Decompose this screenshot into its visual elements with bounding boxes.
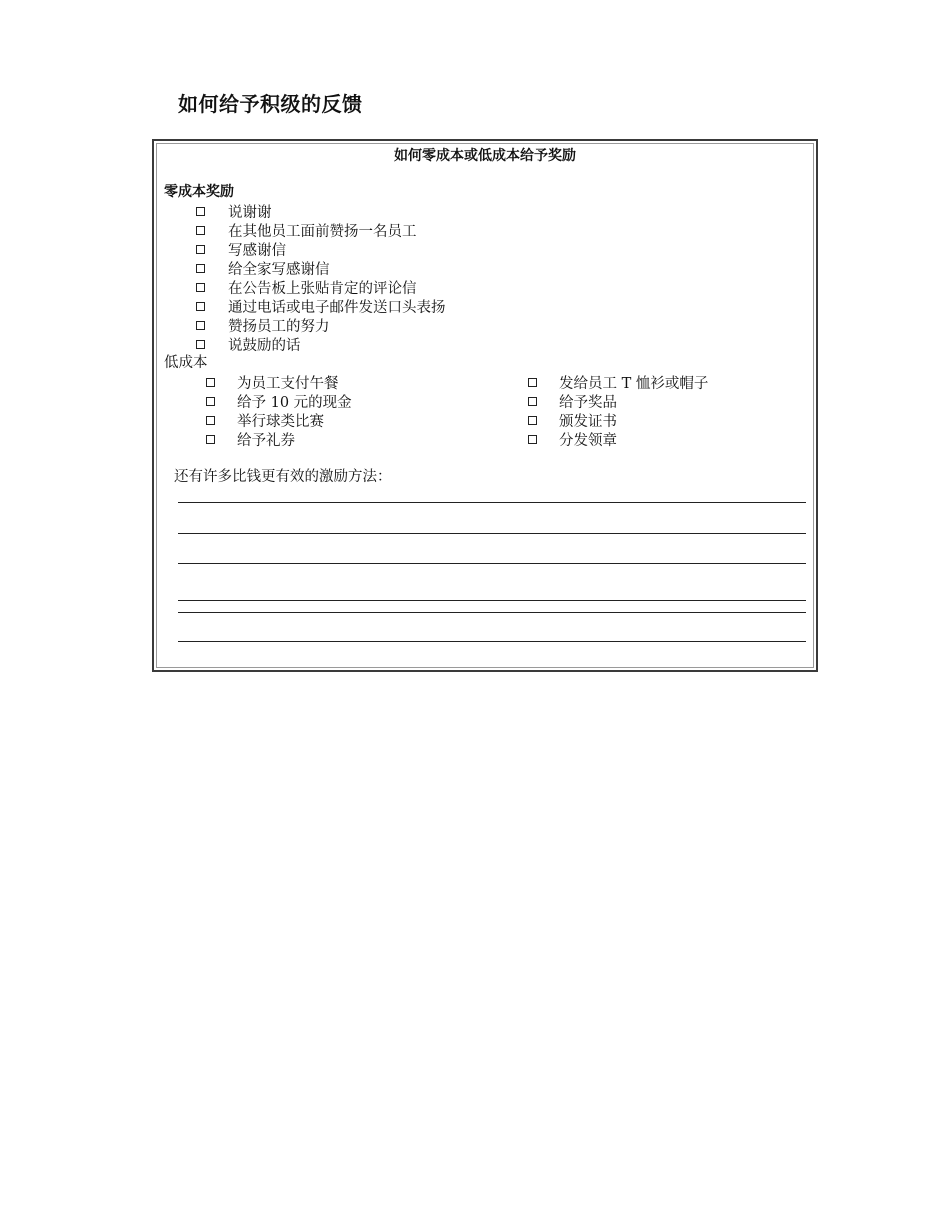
list-item (528, 373, 708, 392)
list-item-label: 通过电话或电子邮件发送口头表扬 (228, 300, 446, 316)
list-item-label: 给全家写感谢信 (228, 262, 330, 278)
list-item-label: 给予礼券 (237, 433, 295, 449)
list-item (196, 316, 446, 335)
checkbox-icon (528, 435, 537, 444)
checkbox-icon (206, 416, 215, 425)
checkbox-icon (196, 245, 205, 254)
zero-cost-heading: 零成本奖励 (164, 184, 234, 200)
write-in-prompt: 还有许多比钱更有效的激励方法： (174, 469, 392, 485)
write-in-line[interactable] (178, 600, 806, 601)
list-item-label: 发给员工 T 恤衫或帽子 (559, 376, 709, 392)
list-item-label: 赞扬员工的努力 (228, 319, 330, 335)
checkbox-icon (528, 416, 537, 425)
write-in-line[interactable] (178, 502, 806, 503)
rewards-box (152, 139, 818, 672)
list-item (196, 297, 446, 316)
list-item (196, 259, 446, 278)
low-cost-heading: 低成本 (164, 355, 208, 371)
list-item (196, 221, 446, 240)
list-item (206, 373, 352, 392)
checkbox-icon (206, 378, 215, 387)
list-item (206, 392, 352, 411)
checkbox-icon (196, 283, 205, 292)
list-item-label: 说谢谢 (228, 205, 272, 221)
write-in-line[interactable] (178, 563, 806, 564)
list-item-label: 在公告板上张贴肯定的评论信 (228, 281, 417, 297)
list-item (528, 430, 708, 449)
list-item-label: 说鼓励的话 (228, 338, 301, 354)
list-item-label: 举行球类比赛 (237, 414, 324, 430)
list-item-label: 分发领章 (559, 433, 617, 449)
checkbox-icon (196, 302, 205, 311)
write-in-line[interactable] (178, 641, 806, 642)
list-item-label: 在其他员工面前赞扬一名员工 (228, 224, 417, 240)
low-cost-list-left (206, 373, 352, 449)
list-item (206, 430, 352, 449)
write-in-line[interactable] (178, 533, 806, 534)
write-in-line[interactable] (178, 612, 806, 613)
checkbox-icon (196, 207, 205, 216)
zero-cost-list (196, 202, 446, 354)
box-title: 如何零成本或低成本给予奖励 (394, 148, 576, 164)
page-title: 如何给予积级的反馈 (178, 92, 363, 116)
low-cost-list-right (528, 373, 708, 449)
checkbox-icon (196, 264, 205, 273)
list-item (196, 240, 446, 259)
checkbox-icon (196, 226, 205, 235)
list-item (196, 278, 446, 297)
checkbox-icon (196, 340, 205, 349)
checkbox-icon (528, 378, 537, 387)
list-item (196, 202, 446, 221)
list-item (528, 392, 708, 411)
list-item-label: 颁发证书 (559, 414, 617, 430)
list-item (196, 335, 446, 354)
checkbox-icon (528, 397, 537, 406)
list-item (206, 411, 352, 430)
list-item-label: 给予奖品 (559, 395, 617, 411)
checkbox-icon (206, 435, 215, 444)
list-item-label: 给予 10 元的现金 (237, 395, 352, 411)
checkbox-icon (206, 397, 215, 406)
list-item-label: 为员工支付午餐 (237, 376, 339, 392)
list-item-label: 写感谢信 (228, 243, 286, 259)
checkbox-icon (196, 321, 205, 330)
list-item (528, 411, 708, 430)
